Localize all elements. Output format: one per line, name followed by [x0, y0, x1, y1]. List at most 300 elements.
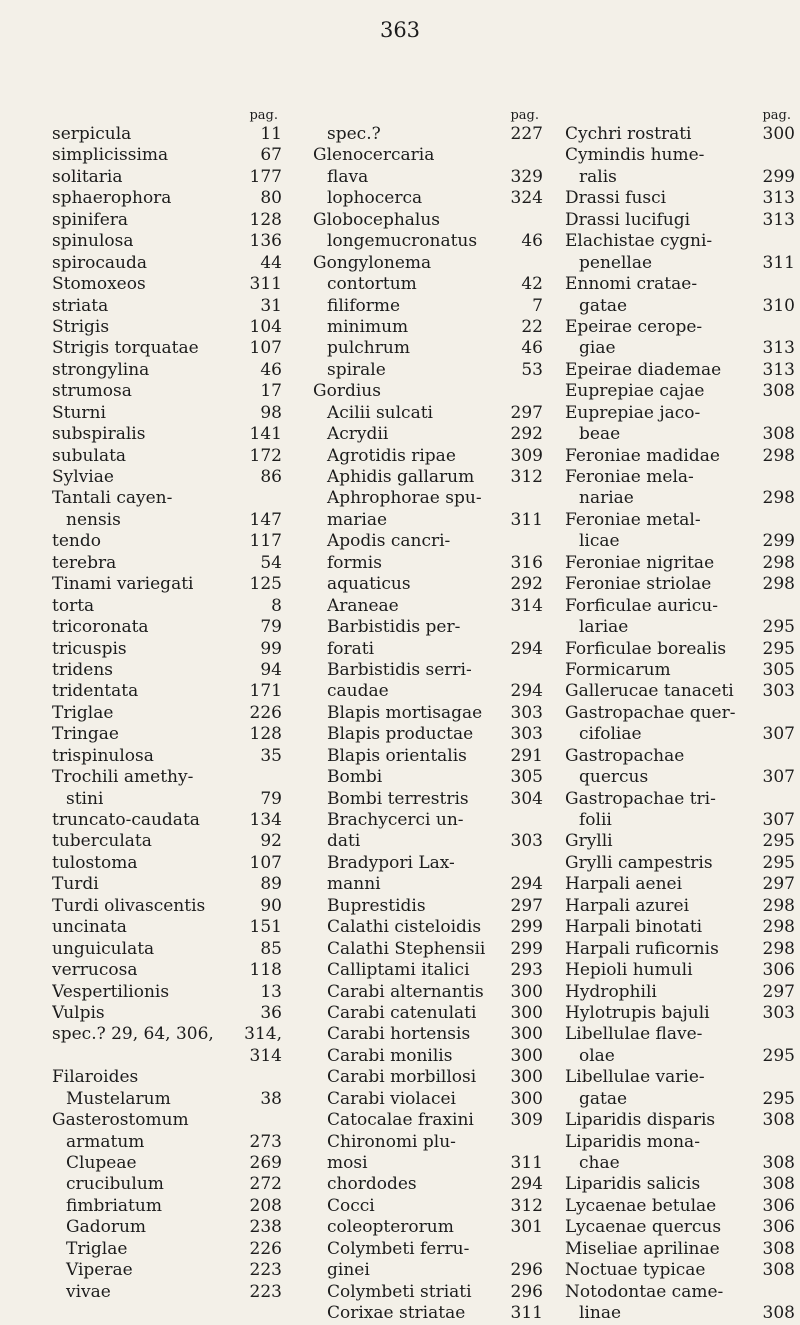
index-entry	[313, 960, 543, 981]
entry-name: Carabi morbillosi	[327, 1067, 477, 1088]
entry-name: Forficulae borealis	[565, 638, 727, 659]
index-entry	[313, 1217, 543, 1238]
entry-name: tridentata	[52, 681, 139, 702]
entry-name: Gastropachae tri-	[565, 788, 716, 809]
entry-page: 303	[510, 724, 543, 745]
index-entry	[313, 210, 543, 231]
entry-page: 292	[510, 574, 543, 595]
entry-page: 90	[260, 895, 282, 916]
entry-name: Hylotrupis bajuli	[565, 1002, 710, 1023]
entry-name: Viperae	[66, 1260, 133, 1281]
entry-name: striata	[52, 295, 109, 316]
index-entry	[565, 531, 795, 552]
index-entry	[565, 1024, 795, 1045]
index-entry	[565, 1217, 795, 1238]
entry-name: Barbistidis serri-	[327, 659, 472, 680]
entry-page: 300	[510, 1088, 543, 1109]
entry-page: 295	[762, 831, 795, 852]
entry-name: nensis	[66, 509, 121, 530]
entry-name: spec.? 29, 64, 306,	[52, 1024, 214, 1045]
entry-page: 295	[762, 1088, 795, 1109]
entry-page: 308	[762, 1303, 795, 1324]
entry-page: 273	[249, 1131, 282, 1152]
index-entry	[52, 789, 282, 810]
entry-name: subulata	[52, 445, 127, 466]
index-entry	[313, 574, 543, 595]
entry-name: fimbriatum	[66, 1195, 162, 1216]
entry-page	[537, 531, 543, 552]
entry-name: Stomoxeos	[52, 274, 146, 295]
entry-name: tricuspis	[52, 638, 127, 659]
entry-name: Euprepiae cajae	[565, 381, 705, 402]
entry-name: Aphidis gallarum	[327, 467, 475, 487]
entry-page: 303	[510, 831, 543, 852]
entry-name: Agrotidis ripae	[327, 445, 456, 466]
entry-page: 67	[260, 145, 282, 166]
entry-page: 147	[249, 509, 282, 530]
entry-name: Barbistidis per-	[327, 617, 461, 638]
entry-page	[276, 1067, 282, 1088]
entry-page: 295	[762, 638, 795, 659]
index-entry	[52, 1089, 282, 1110]
index-entry	[52, 446, 282, 467]
entry-page: 299	[510, 917, 543, 938]
entry-name: Grylli	[565, 831, 613, 852]
entry-name: Feroniae striolae	[565, 574, 712, 595]
entry-page: 13	[260, 981, 282, 1002]
entry-name: Glenocercaria	[313, 145, 435, 166]
entry-page: 226	[249, 1238, 282, 1259]
entry-name: flava	[327, 166, 369, 187]
entry-page: 104	[249, 316, 282, 337]
entry-page: 238	[249, 1217, 282, 1238]
entry-name: Carabi hortensis	[327, 1024, 471, 1045]
entry-name: Liparidis disparis	[565, 1110, 716, 1131]
entry-name: crucibulum	[66, 1174, 164, 1195]
entry-name: Cymindis hume-	[565, 145, 705, 166]
index-entry	[565, 724, 795, 745]
entry-name: Gasterostomum	[52, 1110, 189, 1131]
entry-page	[789, 510, 795, 531]
entry-page	[789, 274, 795, 295]
entry-name: Blapis productae	[327, 724, 474, 745]
index-entry	[313, 338, 543, 359]
entry-name: Libellulae flave-	[565, 1024, 703, 1045]
entry-page: 291	[510, 745, 543, 766]
entry-page: 7	[532, 295, 543, 316]
entry-name: Gastropachae quer-	[565, 702, 736, 723]
entry-name: Blapis mortisagae	[327, 702, 483, 723]
entry-page: 22	[521, 316, 543, 337]
entry-page: 300	[510, 1002, 543, 1023]
entry-name: tuberculata	[52, 831, 152, 852]
index-entry	[52, 853, 282, 874]
entry-page	[537, 810, 543, 831]
index-entry	[313, 145, 543, 166]
entry-name: beae	[579, 424, 621, 445]
entry-page: 223	[249, 1260, 282, 1281]
entry-name: strongylina	[52, 359, 150, 380]
entry-page: 208	[249, 1195, 282, 1216]
entry-name: caudae	[327, 681, 389, 702]
index-entry	[52, 1153, 282, 1174]
index-entry	[52, 639, 282, 660]
entry-name: spinifera	[52, 209, 129, 230]
entry-name: Apodis cancri-	[327, 531, 451, 552]
pag-label: pag.	[510, 108, 539, 123]
index-entry	[52, 767, 282, 788]
index-entry	[313, 896, 543, 917]
entry-page	[789, 467, 795, 488]
entry-page: 305	[510, 767, 543, 788]
entry-name: Harpali ruficornis	[565, 938, 719, 959]
index-entry	[313, 296, 543, 317]
entry-page: 80	[260, 188, 282, 209]
entry-name: Elachistae cygni-	[565, 231, 713, 252]
index-entry	[52, 1217, 282, 1238]
index-entry	[565, 982, 795, 1003]
entry-name: Chironomi plu-	[327, 1131, 456, 1152]
index-entry	[313, 746, 543, 767]
index-entry	[52, 403, 282, 424]
entry-name: Colymbeti striati	[327, 1281, 472, 1302]
entry-page: 38	[260, 1088, 282, 1109]
entry-name: Ennomi cratae-	[565, 274, 698, 295]
index-entry	[313, 403, 543, 424]
entry-name: giae	[579, 338, 616, 359]
entry-page: 313	[762, 359, 795, 380]
index-entry	[52, 810, 282, 831]
index-entry	[565, 1239, 795, 1260]
index-entry	[565, 917, 795, 938]
entry-page: 53	[521, 359, 543, 380]
index-entry	[313, 1089, 543, 1110]
index-entry	[52, 488, 282, 509]
index-entry	[52, 874, 282, 895]
index-entry	[565, 1110, 795, 1131]
entry-page	[537, 488, 543, 509]
index-column-2	[313, 108, 543, 1325]
entry-page: 303	[762, 681, 795, 702]
entry-name: cifoliae	[579, 724, 642, 745]
entry-name: Blapis orientalis	[327, 745, 467, 766]
entry-page: 312	[510, 467, 543, 487]
entry-name: Feroniae nigritae	[565, 552, 715, 573]
entry-page: 226	[249, 702, 282, 723]
entry-name: tricoronata	[52, 617, 149, 638]
entry-page: 11	[260, 124, 282, 144]
entry-name: Turdi olivascentis	[52, 895, 206, 916]
index-entry	[52, 1282, 282, 1303]
entry-name: trispinulosa	[52, 745, 154, 766]
index-entry	[565, 831, 795, 852]
entry-page: 314	[510, 595, 543, 616]
index-entry	[313, 660, 543, 681]
index-entry	[52, 896, 282, 917]
index-column-3	[565, 108, 795, 1325]
entry-page: 329	[510, 166, 543, 187]
entry-name: coleopterorum	[327, 1217, 454, 1238]
index-entry	[313, 874, 543, 895]
index-entry	[565, 381, 795, 402]
entry-page: 298	[762, 574, 795, 595]
entry-name: Aphrophorae spu-	[327, 488, 482, 509]
entry-name: filiforme	[327, 295, 401, 316]
entry-name: Noctuae typicae	[565, 1260, 706, 1281]
entry-name: Harpali azurei	[565, 895, 690, 916]
entry-name: Globocephalus	[313, 209, 441, 230]
entry-name: Gadorum	[66, 1217, 147, 1238]
index-entry	[313, 124, 543, 145]
index-entry	[565, 1282, 795, 1303]
entry-name: Calathi cisteloidis	[327, 917, 482, 938]
entry-page: 31	[260, 295, 282, 316]
index-entry	[565, 1132, 795, 1153]
entry-name: nariae	[579, 488, 634, 509]
entry-page: 54	[260, 552, 282, 573]
index-entry	[52, 1196, 282, 1217]
index-column-1	[52, 108, 282, 1303]
index-entry	[52, 703, 282, 724]
index-entry	[565, 338, 795, 359]
index-entry	[313, 1260, 543, 1281]
entry-name: Corixae striatae	[327, 1303, 466, 1324]
index-entry	[52, 1003, 282, 1024]
entry-page: 311	[510, 1303, 543, 1324]
entry-name: pulchrum	[327, 338, 410, 359]
entry-name: Euprepiae jaco-	[565, 402, 701, 423]
entry-page	[276, 1110, 282, 1131]
entry-page: 98	[260, 402, 282, 423]
index-entry	[565, 874, 795, 895]
entry-page: 141	[249, 424, 282, 445]
entry-page: 297	[510, 895, 543, 916]
entry-name: tulostoma	[52, 852, 138, 873]
entry-page: 295	[762, 617, 795, 638]
index-entry	[565, 145, 795, 166]
entry-page: 89	[260, 874, 282, 895]
entry-page: 79	[260, 617, 282, 638]
index-entry	[313, 639, 543, 660]
entry-page: 324	[510, 188, 543, 209]
entry-name: penellae	[579, 252, 653, 273]
index-entry	[313, 853, 543, 874]
entry-page: 308	[762, 1260, 795, 1281]
entry-name: Clupeae	[66, 1153, 137, 1173]
index-entry	[52, 1132, 282, 1153]
entry-name: licae	[579, 531, 620, 552]
index-entry	[313, 231, 543, 252]
entry-page: 314	[249, 1045, 282, 1066]
index-entry	[52, 1174, 282, 1195]
entry-name: Gordius	[313, 381, 381, 402]
entry-page: 292	[510, 424, 543, 445]
index-entry	[565, 1153, 795, 1174]
entry-name: Bradypori Lax-	[327, 852, 455, 873]
entry-name: Drassi lucifugi	[565, 209, 691, 230]
index-entry	[313, 1110, 543, 1131]
index-entry	[313, 1046, 543, 1067]
entry-name: contortum	[327, 274, 417, 295]
entry-name: Trochili amethy-	[52, 767, 194, 788]
entry-name: Epeirae cerope-	[565, 316, 703, 337]
entry-name: Feroniae mela-	[565, 467, 694, 487]
index-entry	[313, 767, 543, 788]
index-entry	[565, 660, 795, 681]
entry-name: simplicissima	[52, 145, 169, 166]
index-entry	[313, 317, 543, 338]
entry-name: Feroniae madidae	[565, 445, 720, 466]
entry-page: 118	[249, 960, 282, 981]
entry-name: lophocerca	[327, 188, 423, 209]
index-entry	[313, 1303, 543, 1324]
entry-page: 312	[510, 1195, 543, 1216]
entry-page: 306	[762, 960, 795, 981]
entry-page: 313	[762, 188, 795, 209]
entry-page: 294	[510, 638, 543, 659]
entry-name: Sylviae	[52, 467, 114, 487]
entry-name: stini	[66, 788, 104, 809]
entry-page: 298	[762, 488, 795, 509]
entry-page: 79	[260, 788, 282, 809]
entry-name: Acrydii	[327, 424, 389, 445]
index-entry	[52, 724, 282, 745]
entry-name: Calliptami italici	[327, 960, 470, 981]
entry-page	[537, 853, 543, 874]
entry-name: Forficulae auricu-	[565, 595, 718, 616]
index-entry	[52, 531, 282, 552]
index-entry	[313, 381, 543, 402]
entry-name: manni	[327, 874, 381, 895]
index-entry	[313, 488, 543, 509]
index-entry	[313, 982, 543, 1003]
entry-name: serpicula	[52, 124, 132, 144]
index-entry	[565, 1174, 795, 1195]
entry-page	[789, 596, 795, 617]
entry-page: 35	[260, 745, 282, 766]
entry-page: 295	[762, 852, 795, 873]
entry-page	[537, 145, 543, 166]
entry-page: 46	[521, 231, 543, 252]
entry-page: 300	[510, 1045, 543, 1066]
entry-name: gatae	[579, 1088, 628, 1109]
index-entry	[565, 488, 795, 509]
entry-page: 299	[762, 166, 795, 187]
entry-name: Acilii sulcati	[327, 402, 433, 423]
entry-name: solitaria	[52, 166, 123, 187]
entry-name: chordodes	[327, 1174, 417, 1195]
entry-page	[789, 1132, 795, 1153]
entry-page	[789, 746, 795, 767]
index-entry	[565, 446, 795, 467]
index-entry	[52, 381, 282, 402]
entry-name: uncinata	[52, 917, 127, 938]
index-entry	[565, 1089, 795, 1110]
entry-name: Liparidis salicis	[565, 1174, 701, 1195]
entry-page: 308	[762, 1238, 795, 1259]
index-entry	[313, 724, 543, 745]
index-entry	[565, 467, 795, 488]
index-entry	[565, 853, 795, 874]
index-entry	[565, 574, 795, 595]
index-entry	[52, 1067, 282, 1088]
entry-page: 293	[510, 960, 543, 981]
entry-page	[276, 488, 282, 509]
index-entry	[52, 188, 282, 209]
index-entry	[52, 360, 282, 381]
entry-name: Filaroides	[52, 1067, 139, 1088]
entry-page: 310	[762, 295, 795, 316]
index-entry	[565, 231, 795, 252]
entry-page	[789, 703, 795, 724]
index-entry	[52, 145, 282, 166]
entry-name: Gongylonema	[313, 252, 432, 273]
entry-name: sphaerophora	[52, 188, 172, 209]
index-entry	[52, 960, 282, 981]
index-entry	[313, 531, 543, 552]
entry-name: terebra	[52, 552, 117, 573]
index-entry	[52, 1110, 282, 1131]
entry-name: olae	[579, 1045, 615, 1066]
entry-name: Strigis torquatae	[52, 338, 199, 359]
index-entry	[313, 917, 543, 938]
index-entry	[313, 1153, 543, 1174]
index-entry	[565, 1196, 795, 1217]
entry-name: Grylli campestris	[565, 852, 713, 873]
index-entry	[565, 188, 795, 209]
index-entry	[565, 703, 795, 724]
entry-page: 171	[249, 681, 282, 702]
entry-name: Miseliae aprilinae	[565, 1238, 720, 1259]
entry-page: 306	[762, 1195, 795, 1216]
entry-name: spec.?	[327, 124, 381, 144]
entry-page: 308	[762, 424, 795, 445]
entry-name: Catocalae fraxini	[327, 1110, 474, 1131]
index-entry	[313, 1067, 543, 1088]
index-entry	[52, 210, 282, 231]
index-entry	[313, 446, 543, 467]
index-entry	[313, 360, 543, 381]
index-entry	[565, 939, 795, 960]
entry-page	[276, 767, 282, 788]
index-entry	[52, 617, 282, 638]
entry-name: minimum	[327, 316, 409, 337]
entry-name: formis	[327, 552, 382, 573]
entry-page: 309	[510, 445, 543, 466]
entry-page	[789, 231, 795, 252]
index-entry	[565, 617, 795, 638]
index-entry	[313, 596, 543, 617]
page-number: 363	[379, 18, 421, 42]
entry-page: 307	[762, 767, 795, 788]
entry-name: Notodontae came-	[565, 1281, 724, 1302]
entry-name: torta	[52, 595, 95, 616]
entry-page: 94	[260, 659, 282, 680]
entry-page: 309	[510, 1110, 543, 1131]
entry-page: 295	[762, 1045, 795, 1066]
index-entry	[565, 360, 795, 381]
entry-page	[789, 789, 795, 810]
entry-page	[789, 403, 795, 424]
entry-page: 272	[249, 1174, 282, 1195]
pag-label: pag.	[762, 108, 791, 123]
entry-page: 296	[510, 1281, 543, 1302]
entry-page: 294	[510, 874, 543, 895]
index-entry	[565, 424, 795, 445]
entry-name: Mustelarum	[66, 1088, 171, 1109]
index-entry	[52, 338, 282, 359]
entry-page: 305	[762, 659, 795, 680]
